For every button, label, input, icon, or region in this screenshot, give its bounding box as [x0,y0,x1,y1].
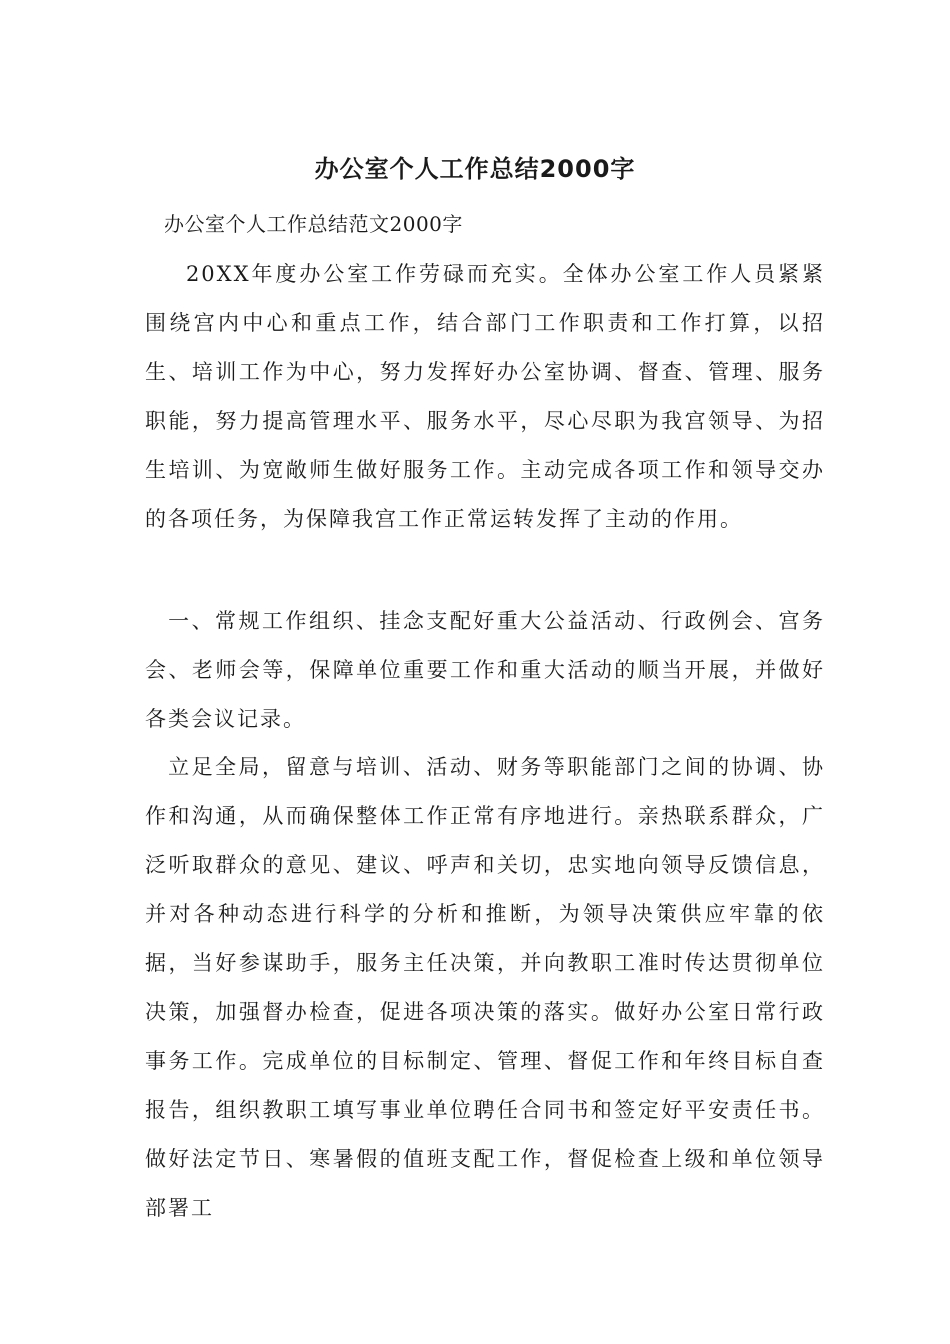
document-title: 办公室个人工作总结2000字 [314,155,636,183]
paragraph-coordination: 立足全局，留意与培训、活动、财务等职能部门之间的协调、协作和沟通，从而确保整体工作正常有序地进行。亲热联系群众，广泛听取群众的意见、建议、呼声和关切，忠实地向领导反馈信息，并对各种动态进行科学的分析和推断，为领导决策供应牢靠的依据，当好参谋助手，服务主任决策，并向教职工准时传达贯彻单位决策，加强督办检查，促进各项决策的落实。做好办公室日常行政事务工作。完成单位的目标制定、管理、督促工作和年终目标自查报告，组织教职工填写事业单位聘任合同书和签定好平安责任书。做好法定节日、寒暑假的值班支配工作，督促检查上级和单位领导部署工 [145,755,825,1220]
document-subtitle: 办公室个人工作总结范文2000字 [164,212,463,236]
paragraph-section-one: 一、常规工作组织、挂念支配好重大公益活动、行政例会、宫务会、老师会等，保障单位重要工作和重大活动的顺当开展，并做好各类会议记录。 [145,609,825,731]
paragraph-intro: 20XX年度办公室工作劳碌而充实。全体办公室工作人员紧紧围绕宫内中心和重点工作，结合部门工作职责和工作打算，以招生、培训工作为中心，努力发挥好办公室协调、督查、管理、服务职能，努力提高管理水平、服务水平，尽心尽职为我宫领导、为招生培训、为宽敞师生做好服务工作。主动完成各项工作和领导交办的各项任务，为保障我宫工作正常运转发挥了主动的作用。 [145,262,825,531]
